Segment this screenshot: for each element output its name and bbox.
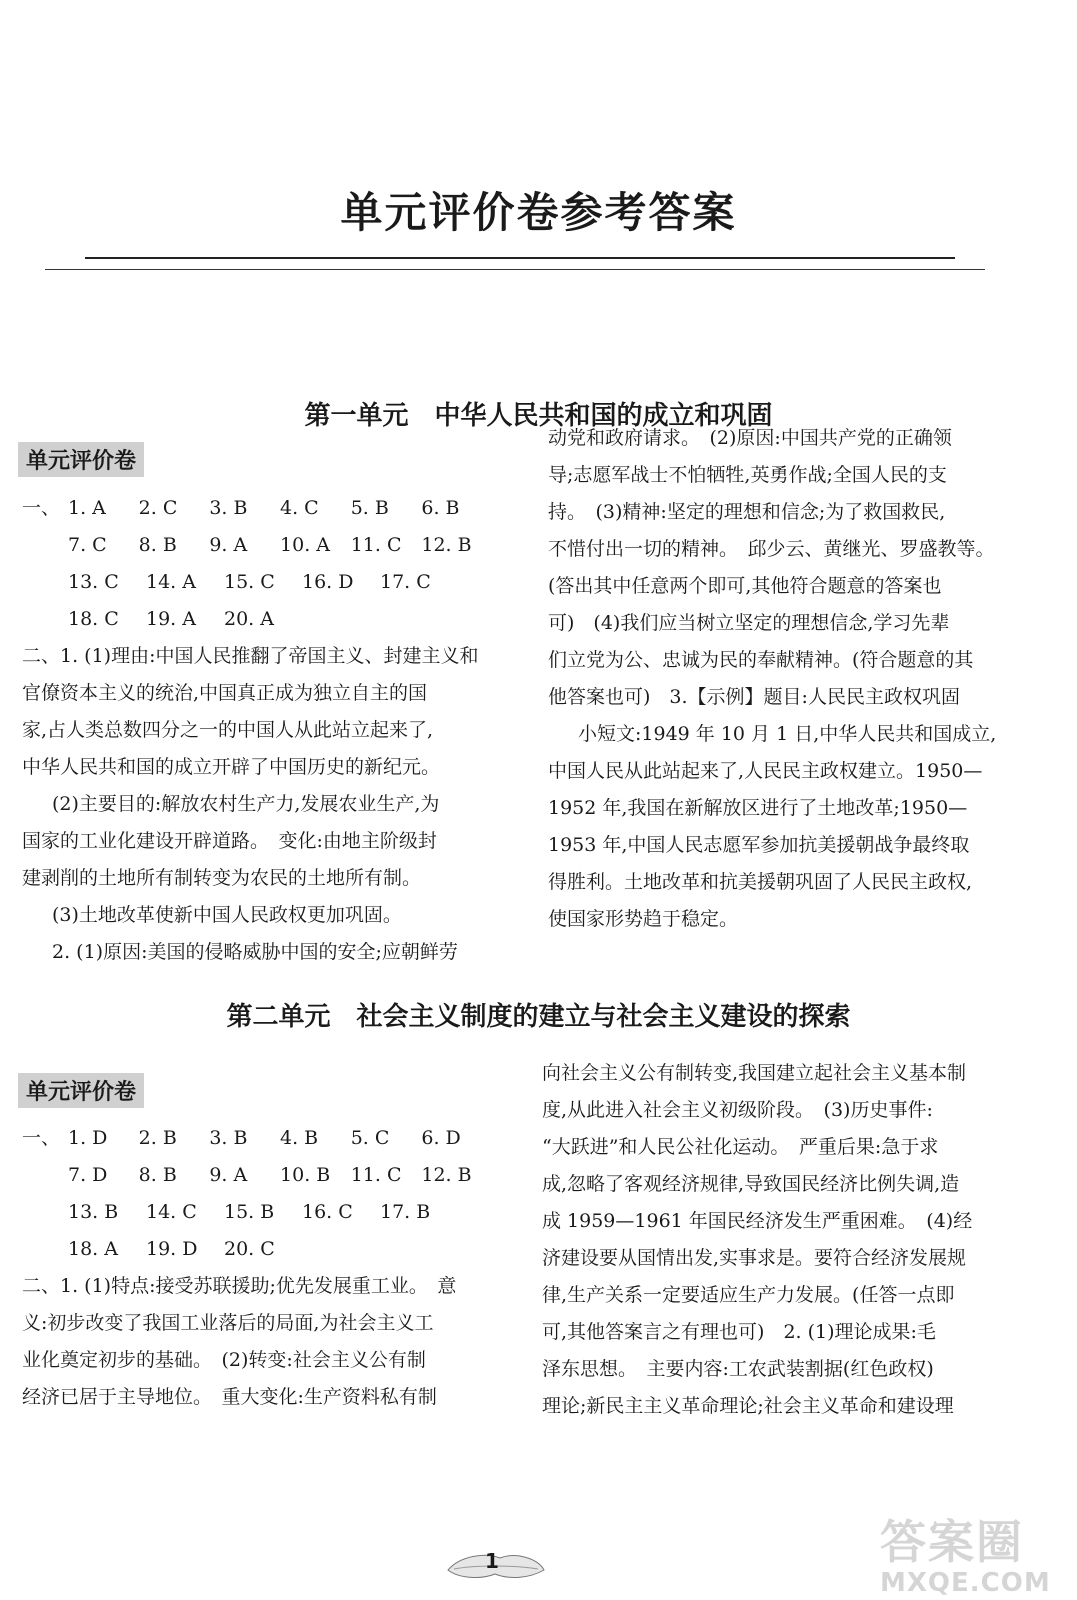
text-line: 持。 (3)精神:坚定的理想和信念;为了救国救民, <box>548 501 946 523</box>
text-line: 家,占人类总数四分之一的中国人从此站立起来了, <box>22 719 434 741</box>
text-line: 可) (4)我们应当树立坚定的理想信念,学习先辈 <box>548 612 950 634</box>
text-line: 二、1. (1)理由:中国人民推翻了帝国主义、封建主义和 <box>22 645 479 667</box>
text-line: 理论;新民主主义革命理论;社会主义革命和建设理 <box>542 1395 954 1417</box>
unit2-left-column <box>22 1120 492 1416</box>
unit1-mc-row <box>22 601 492 638</box>
watermark <box>880 1506 1070 1596</box>
text-line: 向社会主义公有制转变,我国建立起社会主义基本制 <box>542 1062 967 1084</box>
text-line: 度,从此进入社会主义初级阶段。 (3)历史事件: <box>542 1099 933 1121</box>
text-line: 1952 年,我国在新解放区进行了土地改革;1950— <box>548 797 968 819</box>
answer: 18. A <box>68 1238 118 1260</box>
text-line: 业化奠定初步的基础。 (2)转变:社会主义公有制 <box>22 1349 426 1371</box>
text-line: 2. (1)原因:美国的侵略威胁中国的安全;应朝鲜劳 <box>52 941 458 963</box>
text-line: 使国家形势趋于稳定。 <box>548 908 739 930</box>
unit1-label: 单元评价卷 <box>18 442 144 477</box>
unit2-right-column <box>542 1055 1012 1425</box>
answer: 6. D <box>421 1127 461 1149</box>
answer: 17. B <box>380 1201 431 1223</box>
answer: 20. C <box>224 1238 275 1260</box>
answer: 17. C <box>380 571 431 593</box>
answer: 7. D <box>68 1164 108 1186</box>
text-line: 不惜付出一切的精神。 邱少云、黄继光、罗盛教等。 <box>548 538 995 560</box>
answer: 13. B <box>68 1201 119 1223</box>
answer: 1. D <box>68 1127 108 1149</box>
unit2-mc-row <box>22 1194 492 1231</box>
text-line: 泽东思想。 主要内容:工农武装割据(红色政权) <box>542 1358 934 1380</box>
answer: 12. B <box>421 1164 472 1186</box>
text-line: 导;志愿军战士不怕牺牲,英勇作战;全国人民的支 <box>548 464 947 486</box>
text-line: 中国人民从此站起来了,人民民主政权建立。1950— <box>548 760 983 782</box>
answer: 4. B <box>280 1127 319 1149</box>
text-line: 中华人民共和国的成立开辟了中国历史的新纪元。 <box>22 756 441 778</box>
answer: 15. B <box>224 1201 275 1223</box>
text-line: “大跃进”和人民公社化运动。 严重后果:急于求 <box>542 1136 939 1158</box>
text-line: 得胜利。土地改革和抗美援朝巩固了人民民主政权, <box>548 871 973 893</box>
answer: 14. A <box>146 571 196 593</box>
text-line: (答出其中任意两个即可,其他符合题意的答案也 <box>548 575 942 597</box>
answer: 3. B <box>209 1127 248 1149</box>
unit2-title: 第二单元 社会主义制度的建立与社会主义建设的探索 <box>226 1002 851 1032</box>
unit1-mc-row <box>22 527 492 564</box>
answer: 4. C <box>280 497 319 519</box>
answer: 1. A <box>68 497 106 519</box>
answer: 10. A <box>280 534 330 556</box>
title-rule-top <box>85 257 955 259</box>
answer: 13. C <box>68 571 119 593</box>
text-line: 他答案也可) 3.【示例】题目:人民民主政权巩固 <box>548 686 960 708</box>
text-line: 成,忽略了客观经济规律,导致国民经济比例失调,造 <box>542 1173 960 1195</box>
answer: 12. B <box>421 534 472 556</box>
text-line: 律,生产关系一定要适应生产力发展。(任答一点即 <box>542 1284 955 1306</box>
text-line: (2)主要目的:解放农村生产力,发展农业生产,为 <box>52 793 440 815</box>
text-line: 建剥削的土地所有制转变为农民的土地所有制。 <box>22 867 422 889</box>
unit1-title: 第一单元 中华人民共和国的成立和巩固 <box>304 401 773 431</box>
answer: 2. C <box>138 497 178 519</box>
answer: 20. A <box>224 608 274 630</box>
answer: 2. B <box>138 1127 177 1149</box>
unit2-label: 单元评价卷 <box>18 1073 144 1108</box>
answer: 19. A <box>146 608 196 630</box>
answer: 8. B <box>138 1164 177 1186</box>
text-line: (3)土地改革使新中国人民政权更加巩固。 <box>52 904 402 926</box>
unit1-mc-row <box>22 564 492 601</box>
text-line: 济建设要从国情出发,实事求是。要符合经济发展规 <box>542 1247 967 1269</box>
text-line: 国家的工业化建设开辟道路。 变化:由地主阶级封 <box>22 830 437 852</box>
page-title: 单元评价卷参考答案 <box>340 188 737 237</box>
unit1-mc-lead: 一、 <box>22 497 61 519</box>
watermark-logo: 答案圈 <box>880 1515 1024 1569</box>
answer: 18. C <box>68 608 119 630</box>
answer: 6. B <box>421 497 460 519</box>
answer: 19. D <box>146 1238 198 1260</box>
unit1-mc-row <box>22 490 492 527</box>
text-line: 1953 年,中国人民志愿军参加抗美援朝战争最终取 <box>548 834 970 856</box>
unit2-mc-row <box>22 1120 492 1157</box>
answer: 5. C <box>350 1127 390 1149</box>
answer: 11. C <box>350 1164 402 1186</box>
text-line: 义:初步改变了我国工业落后的局面,为社会主义工 <box>22 1312 434 1334</box>
answer: 16. D <box>302 571 354 593</box>
text-line: 可,其他答案言之有理也可) 2. (1)理论成果:毛 <box>542 1321 936 1343</box>
answer: 11. C <box>350 534 402 556</box>
text-line: 小短文:1949 年 10 月 1 日,中华人民共和国成立, <box>578 723 997 745</box>
unit2-mc-row <box>22 1231 492 1268</box>
answer: 9. A <box>209 1164 248 1186</box>
answer: 3. B <box>209 497 248 519</box>
text-line: 二、1. (1)特点:接受苏联援助;优先发展重工业。 意 <box>22 1275 457 1297</box>
title-rule-bottom <box>45 269 985 270</box>
answer: 10. B <box>280 1164 331 1186</box>
answer: 5. B <box>350 497 389 519</box>
watermark-url: MXQE.COM <box>880 1568 1051 1598</box>
answer: 16. C <box>302 1201 353 1223</box>
answer: 8. B <box>138 534 177 556</box>
unit2-mc-lead: 一、 <box>22 1127 61 1149</box>
unit2-mc-row <box>22 1157 492 1194</box>
unit1-left-column <box>22 490 492 971</box>
text-line: 官僚资本主义的统治,中国真正成为独立自主的国 <box>22 682 428 704</box>
text-line: 动党和政府请求。 (2)原因:中国共产党的正确领 <box>548 427 952 449</box>
text-line: 经济已居于主导地位。 重大变化:生产资料私有制 <box>22 1386 437 1408</box>
unit1-right-column <box>548 420 1018 938</box>
text-line: 成 1959—1961 年国民经济发生严重困难。 (4)经 <box>542 1210 973 1232</box>
answer: 7. C <box>68 534 107 556</box>
answer: 14. C <box>146 1201 197 1223</box>
page-number: 1 <box>485 1549 499 1573</box>
text-line: 们立党为公、忠诚为民的奉献精神。(符合题意的其 <box>548 649 974 671</box>
answer: 15. C <box>224 571 275 593</box>
answer: 9. A <box>209 534 248 556</box>
